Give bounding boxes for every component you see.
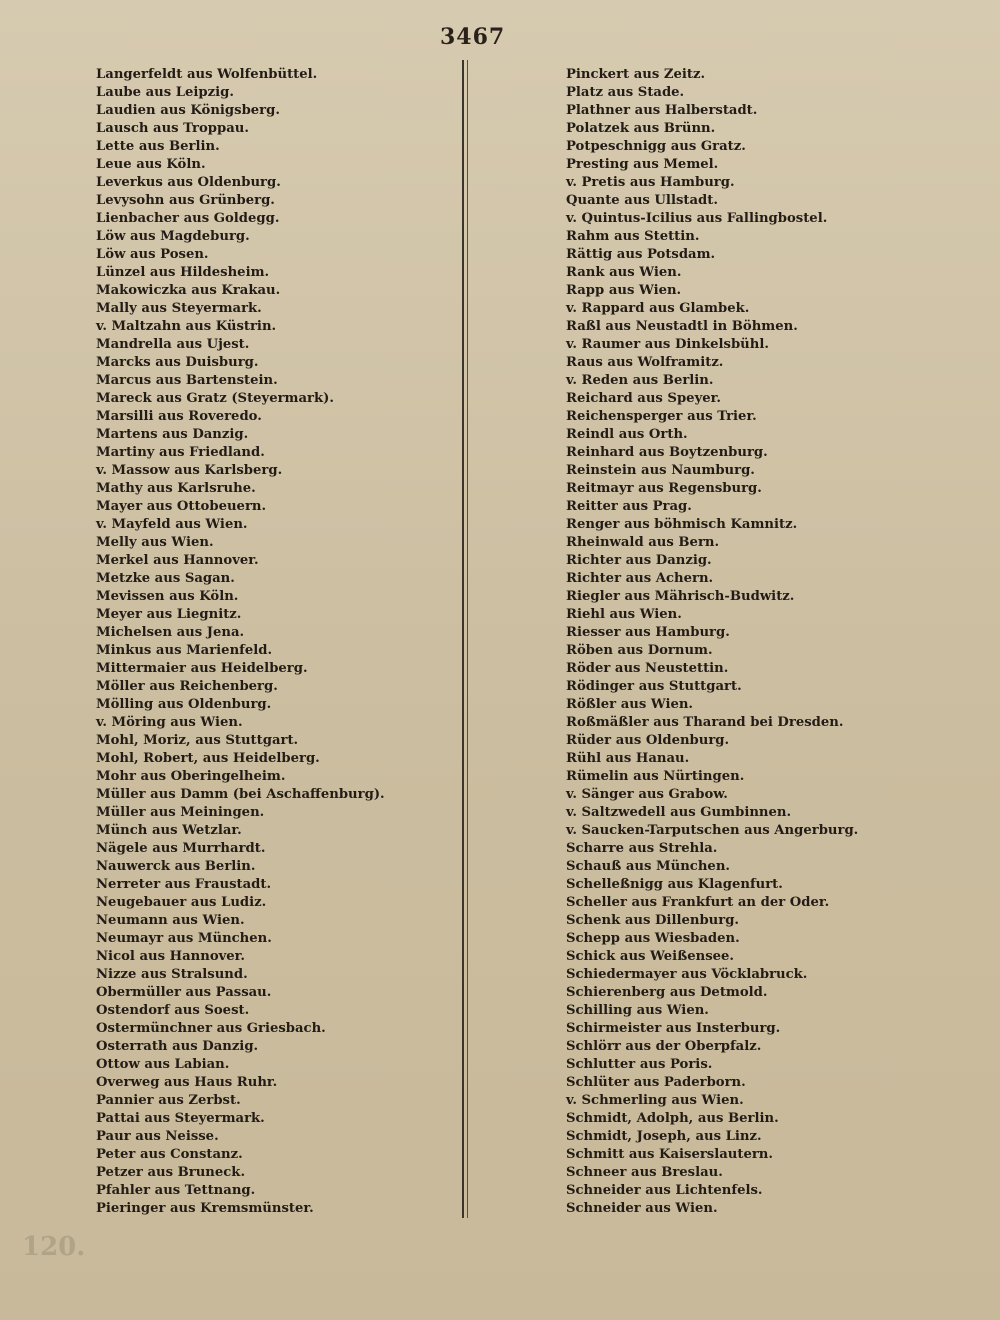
- name-entry: Mölling aus Oldenburg.: [96, 697, 272, 712]
- name-entry: Renger aus böhmisch Kamnitz.: [566, 517, 798, 532]
- name-entry: v. Möring aus Wien.: [96, 715, 243, 730]
- name-entry: Michelsen aus Jena.: [96, 625, 245, 640]
- name-entry: Nauwerck aus Berlin.: [96, 859, 256, 874]
- name-entry: Polatzek aus Brünn.: [566, 121, 716, 136]
- name-entry: v. Saltzwedell aus Gumbinnen.: [566, 805, 792, 820]
- name-entry: Rättig aus Potsdam.: [566, 247, 716, 262]
- left-name-column: [96, 66, 436, 1218]
- name-entry: Rümelin aus Nürtingen.: [566, 769, 745, 784]
- name-entry: Reitmayr aus Regensburg.: [566, 481, 762, 496]
- name-entry: Makowiczka aus Krakau.: [96, 283, 281, 298]
- name-entry: Levysohn aus Grünberg.: [96, 193, 275, 208]
- name-entry: Schmidt, Adolph, aus Berlin.: [566, 1111, 779, 1126]
- name-entry: v. Raumer aus Dinkelsbühl.: [566, 337, 769, 352]
- name-entry: Nizze aus Stralsund.: [96, 967, 248, 982]
- name-entry: Potpeschnigg aus Gratz.: [566, 139, 746, 154]
- name-entry: Reitter aus Prag.: [566, 499, 692, 514]
- name-entry: Rapp aus Wien.: [566, 283, 682, 298]
- name-entry: Neumayr aus München.: [96, 931, 272, 946]
- name-entry: v. Rappard aus Glambek.: [566, 301, 750, 316]
- page-number: 3467: [440, 24, 506, 50]
- name-entry: Reichensperger aus Trier.: [566, 409, 757, 424]
- name-entry: Mohr aus Oberingelheim.: [96, 769, 286, 784]
- name-entry: Schneider aus Lichtenfels.: [566, 1183, 763, 1198]
- name-entry: Rühl aus Hanau.: [566, 751, 690, 766]
- name-entry: Reinstein aus Naumburg.: [566, 463, 755, 478]
- name-entry: Petzer aus Bruneck.: [96, 1165, 246, 1180]
- name-entry: Schick aus Weißensee.: [566, 949, 734, 964]
- name-entry: Pattai aus Steyermark.: [96, 1111, 265, 1126]
- name-entry: Lette aus Berlin.: [96, 139, 220, 154]
- name-entry: Langerfeldt aus Wolfenbüttel.: [96, 67, 318, 82]
- name-entry: Raus aus Wolframitz.: [566, 355, 724, 370]
- name-entry: Röben aus Dornum.: [566, 643, 713, 658]
- name-entry: Paur aus Neisse.: [96, 1129, 219, 1144]
- name-entry: Neumann aus Wien.: [96, 913, 245, 928]
- name-entry: Rößler aus Wien.: [566, 697, 694, 712]
- name-entry: v. Schmerling aus Wien.: [566, 1093, 744, 1108]
- name-entry: Reichard aus Speyer.: [566, 391, 721, 406]
- name-entry: Plathner aus Halberstadt.: [566, 103, 758, 118]
- name-entry: Raßl aus Neustadtl in Böhmen.: [566, 319, 798, 334]
- name-entry: Metzke aus Sagan.: [96, 571, 235, 586]
- name-entry: Schirmeister aus Insterburg.: [566, 1021, 781, 1036]
- name-entry: Schierenberg aus Detmold.: [566, 985, 768, 1000]
- name-entry: Meyer aus Liegnitz.: [96, 607, 242, 622]
- name-entry: Schmitt aus Kaiserslautern.: [566, 1147, 773, 1162]
- name-entry: Rüder aus Oldenburg.: [566, 733, 730, 748]
- name-entry: Müller aus Meiningen.: [96, 805, 265, 820]
- name-entry: Martens aus Danzig.: [96, 427, 249, 442]
- name-entry: Quante aus Ullstadt.: [566, 193, 718, 208]
- name-entry: v. Massow aus Karlsberg.: [96, 463, 283, 478]
- name-entry: Riehl aus Wien.: [566, 607, 682, 622]
- name-entry: Mareck aus Gratz (Steyermark).: [96, 391, 334, 406]
- name-entry: Schneider aus Wien.: [566, 1201, 718, 1216]
- name-entry: Ottow aus Labian.: [96, 1057, 230, 1072]
- name-entry: v. Saucken-Tarputschen aus Angerburg.: [566, 823, 859, 838]
- name-entry: Rödinger aus Stuttgart.: [566, 679, 742, 694]
- name-entry: Schepp aus Wiesbaden.: [566, 931, 740, 946]
- name-entry: Presting aus Memel.: [566, 157, 719, 172]
- name-entry: Merkel aus Hannover.: [96, 553, 259, 568]
- name-entry: Nerreter aus Fraustadt.: [96, 877, 272, 892]
- name-entry: Pinckert aus Zeitz.: [566, 67, 706, 82]
- name-entry: Rank aus Wien.: [566, 265, 682, 280]
- name-entry: Leue aus Köln.: [96, 157, 206, 172]
- name-entry: Overweg aus Haus Ruhr.: [96, 1075, 278, 1090]
- name-entry: Neugebauer aus Ludiz.: [96, 895, 267, 910]
- name-entry: v. Pretis aus Hamburg.: [566, 175, 735, 190]
- name-entry: Mandrella aus Ujest.: [96, 337, 250, 352]
- name-entry: Scheller aus Frankfurt an der Oder.: [566, 895, 830, 910]
- name-entry: Schlüter aus Paderborn.: [566, 1075, 746, 1090]
- name-entry: Pannier aus Zerbst.: [96, 1093, 241, 1108]
- name-entry: Marsilli aus Roveredo.: [96, 409, 262, 424]
- name-entry: Münch aus Wetzlar.: [96, 823, 242, 838]
- name-entry: Minkus aus Marienfeld.: [96, 643, 273, 658]
- name-entry: Ostendorf aus Soest.: [96, 1003, 250, 1018]
- name-entry: v. Mayfeld aus Wien.: [96, 517, 248, 532]
- name-entry: Nägele aus Murrhardt.: [96, 841, 266, 856]
- name-entry: Roßmäßler aus Tharand bei Dresden.: [566, 715, 844, 730]
- name-entry: Riegler aus Mährisch-Budwitz.: [566, 589, 795, 604]
- name-entry: Platz aus Stade.: [566, 85, 685, 100]
- name-entry: Peter aus Constanz.: [96, 1147, 243, 1162]
- name-entry: Schilling aus Wien.: [566, 1003, 709, 1018]
- name-entry: v. Maltzahn aus Küstrin.: [96, 319, 277, 334]
- name-entry: Schenk aus Dillenburg.: [566, 913, 740, 928]
- name-entry: Mohl, Moriz, aus Stuttgart.: [96, 733, 299, 748]
- name-entry: Schiedermayer aus Vöcklabruck.: [566, 967, 808, 982]
- name-entry: Lünzel aus Hildesheim.: [96, 265, 270, 280]
- name-entry: Schmidt, Joseph, aus Linz.: [566, 1129, 762, 1144]
- name-entry: Ostermünchner aus Griesbach.: [96, 1021, 326, 1036]
- name-entry: Obermüller aus Passau.: [96, 985, 272, 1000]
- name-entry: Mathy aus Karlsruhe.: [96, 481, 256, 496]
- name-entry: Rheinwald aus Bern.: [566, 535, 720, 550]
- right-name-column: [566, 66, 986, 1218]
- name-entry: Scharre aus Strehla.: [566, 841, 718, 856]
- name-entry: Rahm aus Stettin.: [566, 229, 700, 244]
- name-entry: Schauß aus München.: [566, 859, 730, 874]
- name-entry: Leverkus aus Oldenburg.: [96, 175, 281, 190]
- name-entry: Müller aus Damm (bei Aschaffenburg).: [96, 787, 385, 802]
- name-entry: Osterrath aus Danzig.: [96, 1039, 259, 1054]
- name-entry: Reinhard aus Boytzenburg.: [566, 445, 768, 460]
- name-entry: Schelleßnigg aus Klagenfurt.: [566, 877, 783, 892]
- name-entry: Mittermaier aus Heidelberg.: [96, 661, 308, 676]
- name-entry: Mohl, Robert, aus Heidelberg.: [96, 751, 320, 766]
- name-entry: Richter aus Danzig.: [566, 553, 712, 568]
- name-entry: Mevissen aus Köln.: [96, 589, 239, 604]
- name-entry: Mally aus Steyermark.: [96, 301, 262, 316]
- bleed-through-number: 120.: [22, 1232, 86, 1262]
- name-entry: Schlutter aus Poris.: [566, 1057, 713, 1072]
- name-entry: v. Reden aus Berlin.: [566, 373, 714, 388]
- name-entry: Röder aus Neustettin.: [566, 661, 729, 676]
- name-entry: Löw aus Magdeburg.: [96, 229, 250, 244]
- name-entry: Lausch aus Troppau.: [96, 121, 249, 136]
- column-divider-inner: [467, 60, 468, 1218]
- name-entry: Reindl aus Orth.: [566, 427, 688, 442]
- name-entry: Pfahler aus Tettnang.: [96, 1183, 256, 1198]
- name-entry: Schlörr aus der Oberpfalz.: [566, 1039, 762, 1054]
- name-entry: Nicol aus Hannover.: [96, 949, 245, 964]
- name-entry: Laudien aus Königsberg.: [96, 103, 280, 118]
- name-entry: Lienbacher aus Goldegg.: [96, 211, 280, 226]
- name-entry: Marcks aus Duisburg.: [96, 355, 259, 370]
- name-entry: Löw aus Posen.: [96, 247, 209, 262]
- name-entry: Mayer aus Ottobeuern.: [96, 499, 267, 514]
- name-entry: Marcus aus Bartenstein.: [96, 373, 278, 388]
- name-entry: Melly aus Wien.: [96, 535, 214, 550]
- column-divider: [462, 60, 464, 1218]
- name-entry: Schneer aus Breslau.: [566, 1165, 723, 1180]
- name-entry: Möller aus Reichenberg.: [96, 679, 278, 694]
- name-entry: Martiny aus Friedland.: [96, 445, 265, 460]
- name-entry: v. Quintus-Icilius aus Fallingbostel.: [566, 211, 828, 226]
- name-entry: Pieringer aus Kremsmünster.: [96, 1201, 314, 1216]
- name-entry: v. Sänger aus Grabow.: [566, 787, 728, 802]
- name-entry: Riesser aus Hamburg.: [566, 625, 730, 640]
- name-entry: Richter aus Achern.: [566, 571, 714, 586]
- name-entry: Laube aus Leipzig.: [96, 85, 234, 100]
